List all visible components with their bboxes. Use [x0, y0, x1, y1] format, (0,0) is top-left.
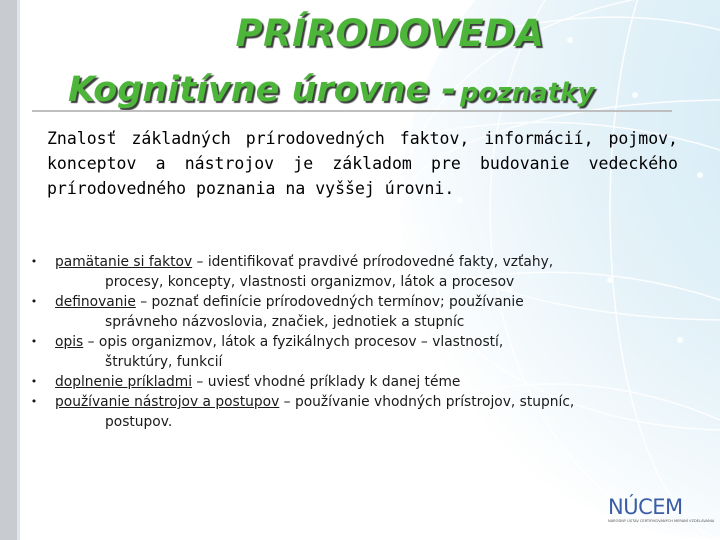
bullet-dot-icon: •	[30, 395, 38, 408]
bullet-term: definovanie	[55, 294, 136, 310]
subtitle-small: poznatky	[460, 78, 595, 108]
subtitle-main: Kognitívne úrovne -	[68, 70, 457, 110]
bullet-text: – opis organizmov, látok a fyzikálnych procesov – vlastností,	[83, 334, 504, 350]
bullet-continuation: postupov.	[105, 414, 173, 430]
logo-wordmark: NÚCEM	[608, 495, 683, 519]
left-decor-bar	[0, 0, 17, 540]
slide-subtitle	[68, 70, 594, 110]
title-underline-rule	[32, 110, 672, 112]
bullet-text: – uviesť vhodné príklady k danej téme	[192, 374, 461, 390]
bullet-text: – identifikovať pravdivé prírodovedné fakty, vzťahy,	[192, 254, 554, 270]
intro-paragraph: Znalosť základných prírodovedných faktov, informácií, pojmov, konceptov a nástrojov je základom pre budovanie vedeckého prírodovedného poznania na vyššej úrovni.	[47, 129, 678, 198]
bullet-dot-icon: •	[30, 335, 38, 348]
nucem-logo	[608, 495, 715, 524]
bullet-item	[28, 392, 678, 432]
slide-title: PRÍRODOVEDA	[235, 12, 545, 55]
bullet-continuation: správneho názvoslovia, značiek, jednotiek a stupníc	[105, 314, 465, 330]
bullet-list	[28, 252, 678, 432]
bullet-dot-icon: •	[30, 295, 38, 308]
bullet-item	[28, 292, 678, 332]
bullet-term: používanie nástrojov a postupov	[55, 394, 280, 410]
bullet-term: pamätanie si faktov	[55, 254, 193, 270]
bullet-continuation: procesy, koncepty, vlastnosti organizmov, látok a procesov	[105, 274, 515, 290]
bullet-item	[28, 372, 678, 392]
bullet-term: doplnenie príkladmi	[55, 374, 193, 390]
bullet-continuation: štruktúry, funkcií	[105, 354, 223, 370]
logo-subtitle: NÁRODNÝ ÚSTAV CERTIFIKOVANÝCH MERANÍ VZDELÁVANIA	[608, 519, 715, 523]
bullet-item	[28, 252, 678, 292]
left-decor-bar-highlight	[17, 0, 20, 540]
bullet-item	[28, 332, 678, 372]
bullet-text: – poznať definície prírodovedných termínov; používanie	[135, 294, 524, 310]
bullet-dot-icon: •	[30, 375, 38, 388]
bullet-text: – používanie vhodných prístrojov, stupníc,	[279, 394, 575, 410]
bullet-dot-icon: •	[30, 255, 38, 268]
bullet-term: opis	[55, 334, 84, 350]
